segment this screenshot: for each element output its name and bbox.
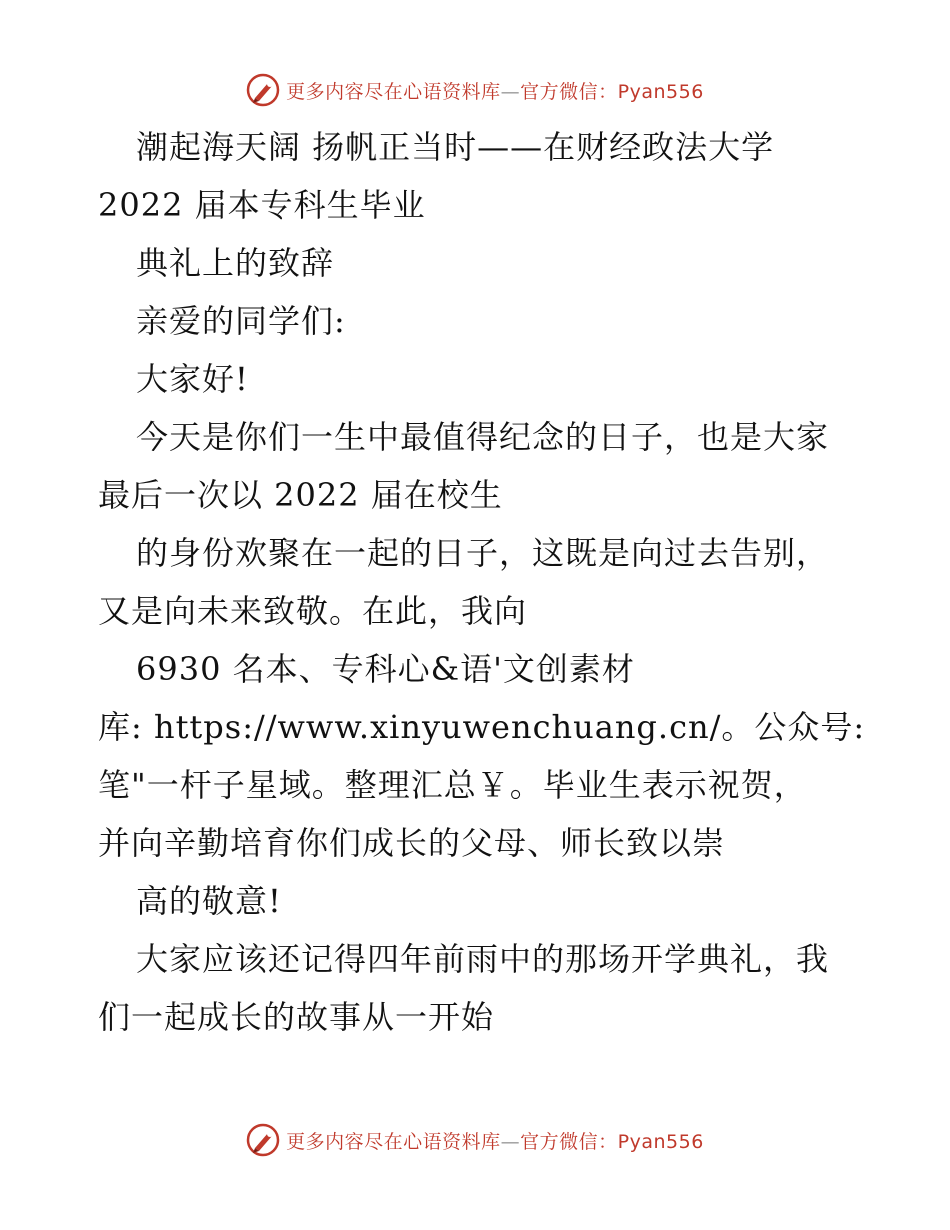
text-line: 并向辛勤培育你们成长的父母、师长致以崇 — [98, 824, 726, 862]
text-line: 6930 名本、专科心&语'文创素材 — [136, 650, 635, 688]
text-line: 大家应该还记得四年前雨中的那场开学典礼，我 — [136, 940, 830, 978]
banner-text — [286, 77, 704, 104]
footer-banner — [0, 1122, 950, 1158]
text-line: 的身份欢聚在一起的日子，这既是向过去告别， — [136, 534, 830, 572]
text-line: 们一起成长的故事从一开始 — [98, 998, 495, 1036]
banner-wechat: 官方微信：Pyan556 — [520, 80, 704, 103]
document-body — [98, 118, 866, 1046]
text-line: 典礼上的致辞 — [136, 244, 335, 282]
text-line: 又是向未来致敬。在此，我向 — [98, 592, 528, 630]
banner-separator: — — [500, 1130, 521, 1153]
pen-logo-icon — [246, 73, 280, 107]
banner-text — [286, 1127, 704, 1154]
text-line: 潮起海天阔 扬帆正当时——在财经政法大学 — [136, 128, 775, 166]
banner-site-name: 更多内容尽在心语资料库 — [286, 80, 501, 103]
text-line: 笔"一杆子星域。整理汇总￥。毕业生表示祝贺， — [98, 766, 807, 804]
text-line: 高的敬意! — [136, 882, 282, 920]
pen-logo-icon — [246, 1123, 280, 1157]
banner-site-name: 更多内容尽在心语资料库 — [286, 1130, 501, 1153]
text-line: 最后一次以 2022 届在校生 — [98, 476, 503, 514]
text-line: 2022 届本专科生毕业 — [98, 186, 426, 224]
text-line: 今天是你们一生中最值得纪念的日子，也是大家 — [136, 418, 830, 456]
banner-separator: — — [500, 80, 521, 103]
text-line: 大家好! — [136, 360, 249, 398]
text-line: 亲爱的同学们: — [136, 302, 346, 340]
header-banner — [0, 72, 950, 108]
text-line: 库: https://www.xinyuwenchuang.cn/。公众号: — [98, 708, 866, 746]
banner-wechat: 官方微信：Pyan556 — [520, 1130, 704, 1153]
